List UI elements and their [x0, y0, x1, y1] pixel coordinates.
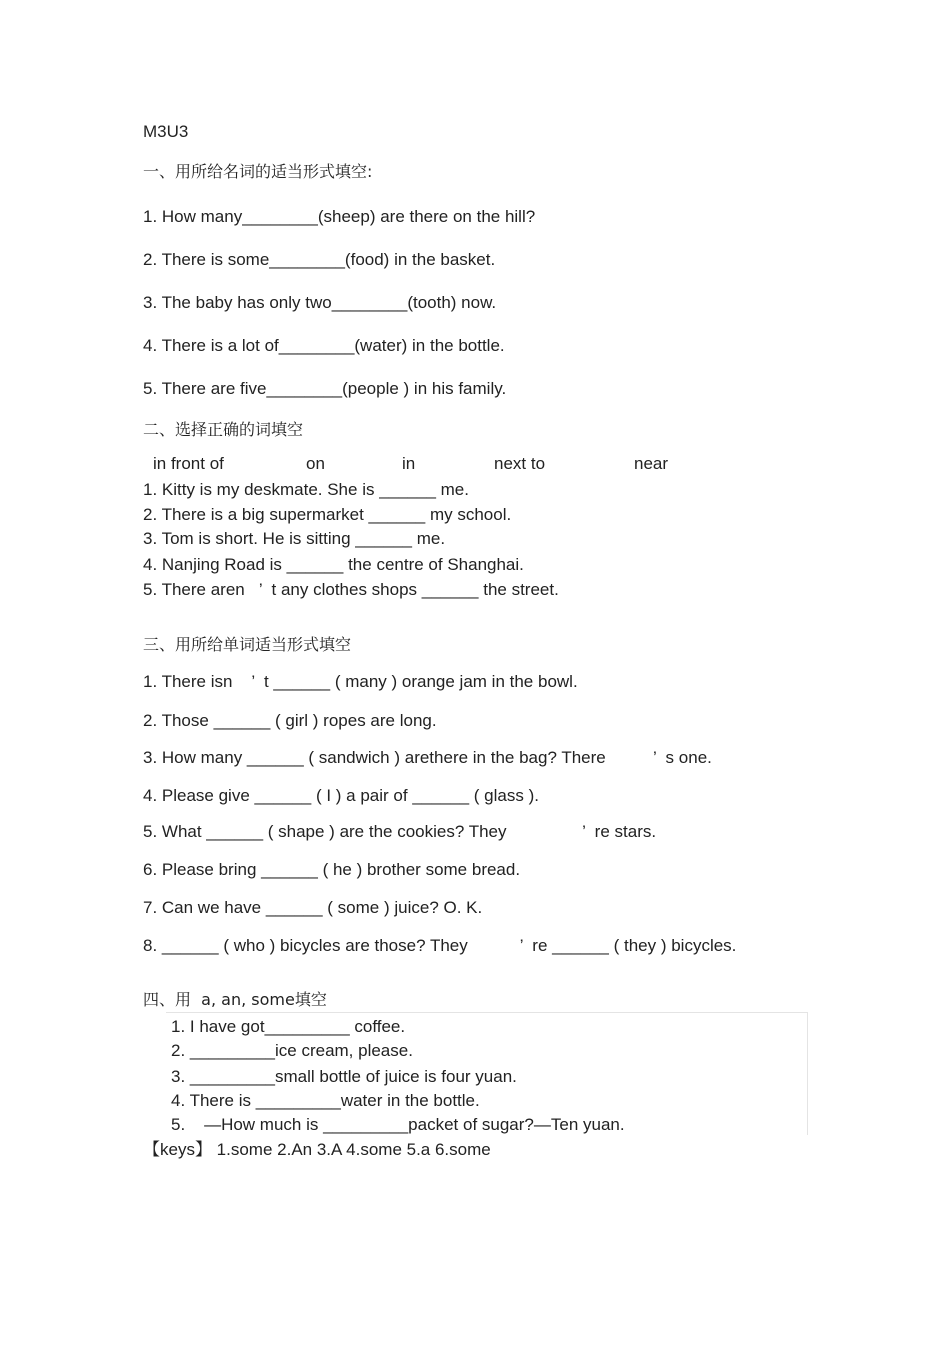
section-3-heading: 三、用所给单词适当形式填空 [143, 635, 352, 654]
section-1-heading: 一、用所给名词的适当形式填空: [143, 162, 373, 181]
exercise-line: 4. There is a lot of________(water) in the bottle. [143, 336, 505, 355]
exercise-line: 3. How many ______ ( sandwich ) arethere in the bag? There ’ s one. [143, 748, 712, 767]
exercise-line: 3. _________small bottle of juice is four yuan. [171, 1067, 517, 1086]
page-title: M3U3 [143, 122, 189, 141]
exercise-line: 4. Nanjing Road is ______ the centre of Shanghai. [143, 555, 524, 574]
word-bank-item: near [634, 454, 669, 473]
exercise-line: 2. Those ______ ( girl ) ropes are long. [143, 711, 437, 730]
section-4-heading: 四、用 a, an, some填空 [143, 990, 327, 1009]
exercise-line: 8. ______ ( who ) bicycles are those? They ’ re ______ ( they ) bicycles. [143, 936, 737, 955]
exercise-line: 2. There is a big supermarket ______ my school. [143, 505, 512, 524]
exercise-line: 1. There isn ’ t ______ ( many ) orange jam in the bowl. [143, 672, 578, 691]
exercise-line: 1. How many________(sheep) are there on the hill? [143, 207, 536, 226]
word-bank-item: next to [494, 454, 546, 473]
word-bank-item: in [402, 454, 416, 473]
word-bank-item: on [306, 454, 325, 473]
exercise-line: 5. What ______ ( shape ) are the cookies? They ’ re stars. [143, 822, 657, 841]
section-2-heading: 二、选择正确的词填空 [143, 420, 304, 439]
exercise-line: 2. _________ice cream, please. [171, 1041, 413, 1060]
exercise-line: 3. The baby has only two________(tooth) now. [143, 293, 497, 312]
exercise-line: 3. Tom is short. He is sitting ______ me. [143, 529, 446, 548]
exercise-line: 5. There are five________(people ) in his family. [143, 379, 507, 398]
exercise-line: 1. I have got_________ coffee. [171, 1017, 406, 1036]
exercise-line: 6. Please bring ______ ( he ) brother some bread. [143, 860, 521, 879]
exercise-line: 1. Kitty is my deskmate. She is ______ me. [143, 480, 469, 499]
exercise-line: 4. Please give ______ ( I ) a pair of ______ ( glass ). [143, 786, 539, 805]
exercise-line: 7. Can we have ______ ( some ) juice? O. K. [143, 898, 483, 917]
exercise-line: 5. There aren ’ t any clothes shops ______ the street. [143, 580, 559, 599]
exercise-line: 2. There is some________(food) in the basket. [143, 250, 496, 269]
exercise-line: 4. There is _________water in the bottle. [171, 1091, 480, 1110]
exercise-line: 5. —How much is _________packet of sugar?—Ten yuan. [171, 1115, 625, 1134]
answer-keys: 【keys】 1.some 2.An 3.A 4.some 5.a 6.some [143, 1140, 491, 1159]
word-bank-item: in front of [153, 454, 224, 473]
